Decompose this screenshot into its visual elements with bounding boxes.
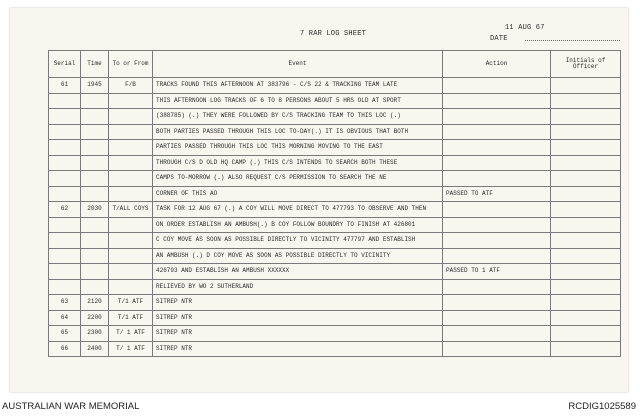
cell-event: AN AMBUSH (.) D COY MOVE AS SOON AS POSSIBLE DIRECTLY TO VICINITY — [153, 248, 443, 264]
cell-serial: 64 — [49, 310, 81, 326]
cell-initials — [551, 109, 621, 125]
cell-event: SITREP NTR — [153, 341, 443, 357]
cell-serial: 61 — [49, 78, 81, 94]
cell-action — [443, 202, 551, 218]
cell-event: C COY MOVE AS SOON AS POSSIBLE DIRECTLY TO VICINITY 477797 AND ESTABLISH — [153, 233, 443, 249]
cell-action: PASSED TO ATF — [443, 186, 551, 202]
cell-event: PARTIES PASSED THROUGH THIS LOC THIS MORNING MOVING TO THE EAST — [153, 140, 443, 156]
cell-event: SITREP NTR — [153, 326, 443, 342]
cell-initials — [551, 264, 621, 280]
cell-event: TASK FOR 12 AUG 67 (.) A COY WILL MOVE DIRECT TO 477793 TO OBSERVE AND THEN — [153, 202, 443, 218]
cell-event: SITREP NTR — [153, 310, 443, 326]
cell-to-from: T/1 ATF — [109, 295, 153, 311]
table-row — [49, 248, 621, 264]
cell-initials — [551, 279, 621, 295]
cell-time: 2400 — [81, 341, 109, 357]
cell-time — [81, 186, 109, 202]
cell-time — [81, 93, 109, 109]
cell-to-from: T/ALL COYS — [109, 202, 153, 218]
cell-time: 2200 — [81, 310, 109, 326]
cell-serial — [49, 155, 81, 171]
cell-initials — [551, 295, 621, 311]
cell-to-from — [109, 217, 153, 233]
col-action: Action — [443, 51, 551, 78]
cell-serial — [49, 233, 81, 249]
cell-serial — [49, 140, 81, 156]
cell-event: RELIEVED BY WO 2 SUTHERLAND — [153, 279, 443, 295]
cell-action — [443, 310, 551, 326]
cell-action — [443, 140, 551, 156]
table-row — [49, 155, 621, 171]
cell-serial — [49, 279, 81, 295]
cell-action — [443, 217, 551, 233]
cell-time — [81, 248, 109, 264]
cell-to-from — [109, 233, 153, 249]
cell-initials — [551, 93, 621, 109]
cell-serial — [49, 217, 81, 233]
cell-time — [81, 124, 109, 140]
log-table — [48, 50, 621, 357]
cell-event: CORNER OF THIS AO — [153, 186, 443, 202]
cell-time: 2120 — [81, 295, 109, 311]
table-row — [49, 140, 621, 156]
table-row — [49, 124, 621, 140]
cell-time — [81, 171, 109, 187]
cell-initials — [551, 186, 621, 202]
table-row — [49, 233, 621, 249]
cell-to-from — [109, 140, 153, 156]
table-row — [49, 341, 621, 357]
cell-action — [443, 248, 551, 264]
cell-serial: 62 — [49, 202, 81, 218]
cell-action: PASSED TO 1 ATF — [443, 264, 551, 280]
cell-time — [81, 233, 109, 249]
cell-time — [81, 279, 109, 295]
cell-serial: 66 — [49, 341, 81, 357]
cell-initials — [551, 248, 621, 264]
cell-to-from — [109, 93, 153, 109]
col-initials: Initials of Officer — [551, 51, 621, 78]
sheet-title: 7 RAR LOG SHEET — [300, 30, 367, 38]
table-row — [49, 78, 621, 94]
cell-to-from — [109, 124, 153, 140]
cell-initials — [551, 124, 621, 140]
cell-serial — [49, 248, 81, 264]
table-header-row — [49, 51, 621, 78]
cell-serial — [49, 109, 81, 125]
table-row — [49, 93, 621, 109]
cell-to-from — [109, 264, 153, 280]
cell-serial — [49, 186, 81, 202]
date-label: DATE — [490, 35, 508, 43]
cell-event: TRACKS FOUND THIS AFTERNOON AT 383796 - C/S 22 & TRACKING TEAM LATE — [153, 78, 443, 94]
cell-to-from — [109, 186, 153, 202]
footer-source: AUSTRALIAN WAR MEMORIAL — [2, 401, 140, 412]
table-row — [49, 310, 621, 326]
cell-initials — [551, 217, 621, 233]
cell-action — [443, 93, 551, 109]
cell-serial — [49, 93, 81, 109]
cell-time: 2300 — [81, 326, 109, 342]
table-row — [49, 109, 621, 125]
cell-initials — [551, 202, 621, 218]
cell-to-from: F/B — [109, 78, 153, 94]
cell-time: 1945 — [81, 78, 109, 94]
col-serial: Serial — [49, 51, 81, 78]
table-row — [49, 326, 621, 342]
cell-time — [81, 109, 109, 125]
cell-action — [443, 279, 551, 295]
cell-to-from — [109, 171, 153, 187]
cell-event: THIS AFTERNOON LOG TRACKS OF 6 TO 8 PERSONS ABOUT 5 HRS OLD AT SPORT — [153, 93, 443, 109]
table-row — [49, 171, 621, 187]
table-row — [49, 217, 621, 233]
cell-time — [81, 155, 109, 171]
cell-initials — [551, 140, 621, 156]
cell-event: 426793 AND ESTABLISH AN AMBUSH XXXXXX — [153, 264, 443, 280]
cell-initials — [551, 78, 621, 94]
cell-action — [443, 124, 551, 140]
date-underline — [525, 40, 620, 41]
cell-initials — [551, 326, 621, 342]
cell-time — [81, 217, 109, 233]
cell-action — [443, 326, 551, 342]
table-row — [49, 295, 621, 311]
cell-initials — [551, 233, 621, 249]
cell-action — [443, 295, 551, 311]
cell-event: (388785) (.) THEY WERE FOLLOWED BY C/S TRACKING TEAM TO THIS LOC (.) — [153, 109, 443, 125]
cell-to-from: T/1 ATF — [109, 310, 153, 326]
col-event: Event — [153, 51, 443, 78]
cell-initials — [551, 341, 621, 357]
table-row — [49, 202, 621, 218]
cell-initials — [551, 171, 621, 187]
cell-serial: 65 — [49, 326, 81, 342]
cell-initials — [551, 310, 621, 326]
cell-serial — [49, 124, 81, 140]
cell-time — [81, 140, 109, 156]
cell-action — [443, 171, 551, 187]
cell-to-from — [109, 155, 153, 171]
cell-event: THROUGH C/S D OLD HQ CAMP (.) THIS C/S INTENDS TO SEARCH BOTH THESE — [153, 155, 443, 171]
cell-action — [443, 109, 551, 125]
date-value: 11 AUG 67 — [505, 24, 545, 32]
cell-action — [443, 155, 551, 171]
cell-serial: 63 — [49, 295, 81, 311]
table-row — [49, 279, 621, 295]
cell-event: CAMPS TO-MORROW (.) ALSO REQUEST C/S PERMISSION TO SEARCH THE NE — [153, 171, 443, 187]
cell-action — [443, 341, 551, 357]
cell-to-from — [109, 109, 153, 125]
cell-time — [81, 264, 109, 280]
cell-serial — [49, 264, 81, 280]
cell-to-from: T/ 1 ATF — [109, 326, 153, 342]
cell-to-from — [109, 279, 153, 295]
cell-to-from — [109, 248, 153, 264]
table-row — [49, 186, 621, 202]
cell-to-from: T/ 1 ATF — [109, 341, 153, 357]
cell-action — [443, 78, 551, 94]
cell-time: 2030 — [81, 202, 109, 218]
cell-event: SITREP NTR — [153, 295, 443, 311]
col-time: Time — [81, 51, 109, 78]
cell-initials — [551, 155, 621, 171]
col-to-from: To or From — [109, 51, 153, 78]
cell-event: ON ORDER ESTABLISH AN AMBUSH(.) B COY FOLLOW BOUNDRY TO FINISH AT 426801 — [153, 217, 443, 233]
cell-action — [443, 233, 551, 249]
cell-serial — [49, 171, 81, 187]
cell-event: BOTH PARTIES PASSED THROUGH THIS LOC TO-DAY(.) IT IS OBVIOUS THAT BOTH — [153, 124, 443, 140]
footer-id: RCDIG1025589 — [568, 401, 636, 412]
table-row — [49, 264, 621, 280]
